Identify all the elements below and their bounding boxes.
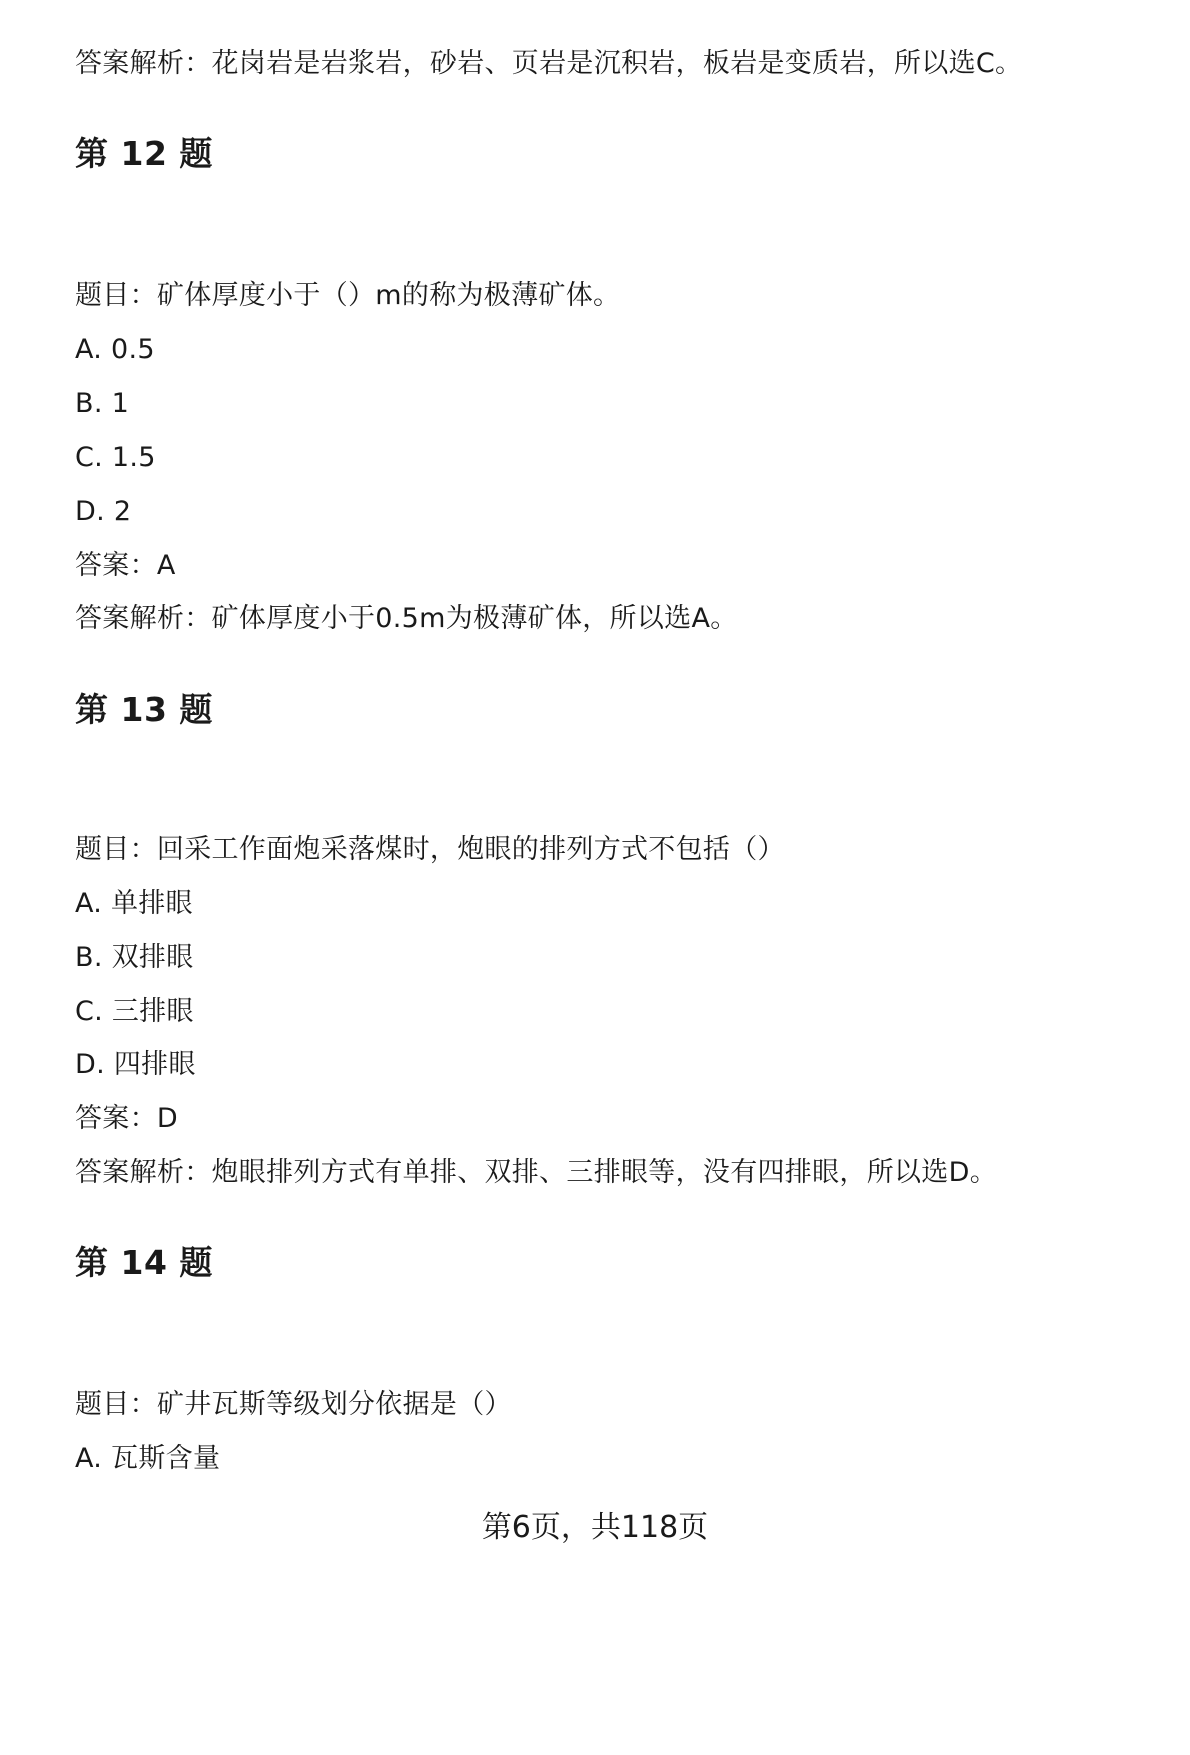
- question-12-option-d: D. 2: [75, 496, 132, 527]
- question-12-answer: 答案：A: [75, 550, 176, 581]
- question-12-explanation: 答案解析：矿体厚度小于0.5m为极薄矿体，所以选A。: [75, 603, 738, 634]
- previous-answer-explanation: 答案解析：花岗岩是岩浆岩，砂岩、页岩是沉积岩，板岩是变质岩，所以选C。: [75, 48, 1023, 79]
- question-13-explanation: 答案解析：炮眼排列方式有单排、双排、三排眼等，没有四排眼，所以选D。: [75, 1157, 997, 1188]
- question-13-option-d: D. 四排眼: [75, 1049, 196, 1080]
- question-13-option-c: C. 三排眼: [75, 996, 194, 1027]
- question-14-option-a: A. 瓦斯含量: [75, 1443, 221, 1474]
- question-13-text: 题目：回采工作面炮采落煤时，炮眼的排列方式不包括（）: [75, 834, 785, 865]
- question-12-option-b: B. 1: [75, 388, 130, 419]
- question-13-heading: 第 13 题: [75, 690, 213, 729]
- question-12-text: 题目：矿体厚度小于（）m的称为极薄矿体。: [75, 280, 621, 311]
- question-12-option-c: C. 1.5: [75, 442, 156, 473]
- question-13-option-b: B. 双排眼: [75, 942, 194, 973]
- question-13-option-a: A. 单排眼: [75, 888, 193, 919]
- question-12-heading: 第 12 题: [75, 134, 213, 173]
- question-14-text: 题目：矿井瓦斯等级划分依据是（）: [75, 1389, 512, 1420]
- question-12-option-a: A. 0.5: [75, 334, 155, 365]
- page-number-footer: 第6页，共118页: [481, 1510, 709, 1545]
- question-13-answer: 答案：D: [75, 1103, 178, 1134]
- question-14-heading: 第 14 题: [75, 1243, 213, 1282]
